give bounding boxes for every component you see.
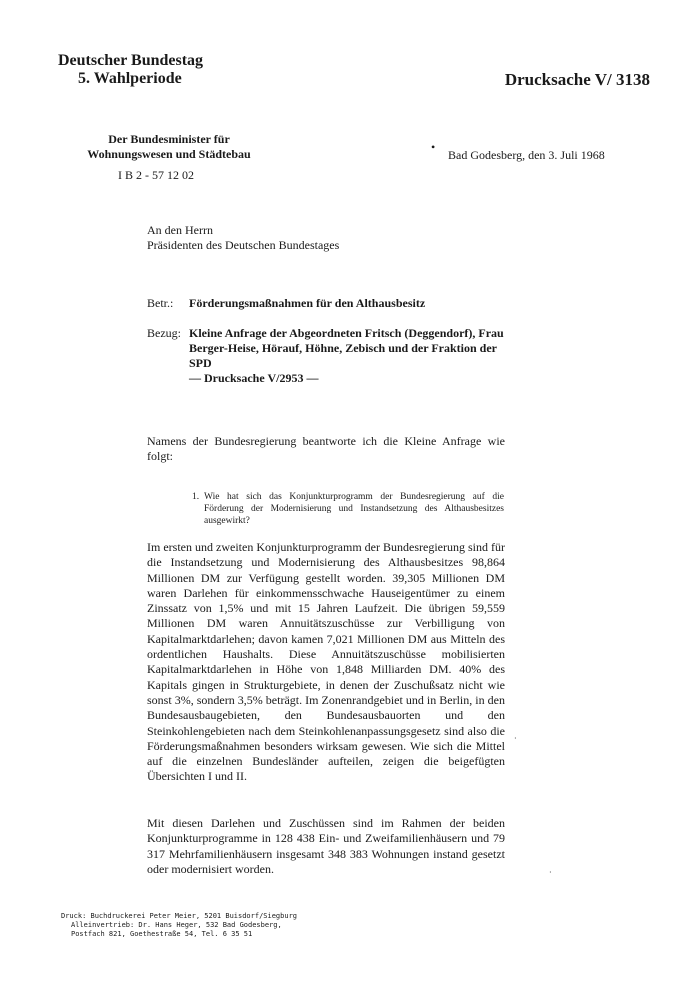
answer-paragraph-1: Im ersten und zweiten Konjunkturprogramm der Bundesregierung sind für die Instandsetzung und Modernisierung des Althausbesitzes 98,864 Millionen DM zur Verfügung gestellt worden. 39,305 Millionen DM waren Darlehen für einkommensschwache Hauseigentümer zu einem Zinssatz von 1,5% und mit 15 Jahren Laufzeit. Die übrigen 59,559 Millionen DM waren Annuitätszuschüsse zur Verbilligung von Kapitalmarktdarlehen; davon kamen 7,021 Millionen DM aus Mitteln des ordentlichen Haushalts. Diese Annuitätszuschüsse mobilisierten Kapitalmarktdarlehen in Höhe von 1,848 Milliarden DM. 40% des Kapitals gingen in Strukturgebiete, in denen der Zuschußsatz nicht wie sonst 3%, sondern 3,5% beträgt. Im Zonenrandgebiet und in Berlin, in den Bundesausbaugebieten, den Bundesausbauorten und den Steinkohlengebieten nach dem Steinkohlenanpassungsgesetz sind also die Förderungsmaßnahmen besonders wirksam gewesen. Wie sich die Mittel auf die einzelnen Bundesländer aufteilen, zeigen die beigefügten Übersichten I und II. xyxy=(147,540,505,784)
question-number: 1. xyxy=(192,492,200,502)
dot-mark: • xyxy=(431,140,436,154)
drucksache-number: Drucksache V/ 3138 xyxy=(504,70,650,89)
subject-text: Förderungsmaßnahmen für den Althausbesitz xyxy=(189,296,426,310)
recipient-line-1: An den Herrn xyxy=(147,223,213,237)
reference-label: Bezug: xyxy=(147,326,181,340)
question-1 xyxy=(192,491,504,527)
reference-text: Kleine Anfrage der Abgeordneten Fritsch (Deggendorf), Frau Berger-Heise, Hörauf, Höhne, Zebisch und der Fraktion der SPD xyxy=(189,326,504,370)
subject-line xyxy=(147,296,425,311)
speck-mark: · xyxy=(514,734,517,743)
subject-label: Betr.: xyxy=(147,296,174,310)
sender-line-2: Wohnungswesen und Städtebau xyxy=(87,147,251,161)
document-header xyxy=(58,52,203,88)
recipient-line-2: Präsidenten des Deutschen Bundestages xyxy=(147,238,340,252)
reference-number: I B 2 - 57 12 02 xyxy=(118,168,194,182)
question-text: Wie hat sich das Konjunkturprogramm der Bundesregierung auf die Förderung der Modernisierung und Instandsetzung des Althausbesitzes ausgewirkt? xyxy=(204,492,504,526)
imprint-line-2: Alleinvertrieb: Dr. Hans Heger, 532 Bad Godesberg, xyxy=(71,921,282,929)
place-date: Bad Godesberg, den 3. Juli 1968 xyxy=(448,148,605,162)
recipient-address xyxy=(147,223,339,253)
answer-paragraph-2: Mit diesen Darlehen und Zuschüssen sind im Rahmen der beiden Konjunkturprogramme in 128 438 Ein- und Zweifamilienhäusern und 79 317 Mehrfamilienhäusern insgesamt 348 383 Wohnungen instand gesetzt oder modernisiert worden. xyxy=(147,816,505,876)
imprint-line-1: Druck: Buchdruckerei Peter Meier, 5201 Buisdorf/Siegburg xyxy=(61,912,298,920)
parliament-name: Deutscher Bundestag xyxy=(58,52,204,69)
sender-block xyxy=(58,132,280,162)
sender-line-1: Der Bundesminister für xyxy=(108,132,230,146)
speck-mark: · xyxy=(549,868,552,877)
reference-drucksache: — Drucksache V/2953 — xyxy=(189,371,319,385)
electoral-period: 5. Wahlperiode xyxy=(78,70,182,87)
printer-imprint xyxy=(61,912,297,939)
reference-line xyxy=(147,326,517,386)
intro-paragraph: Namens der Bundesregierung beantworte ich die Kleine Anfrage wie folgt: xyxy=(147,434,505,463)
imprint-line-3: Postfach 821, Goethestraße 54, Tel. 6 35 51 xyxy=(71,930,253,938)
